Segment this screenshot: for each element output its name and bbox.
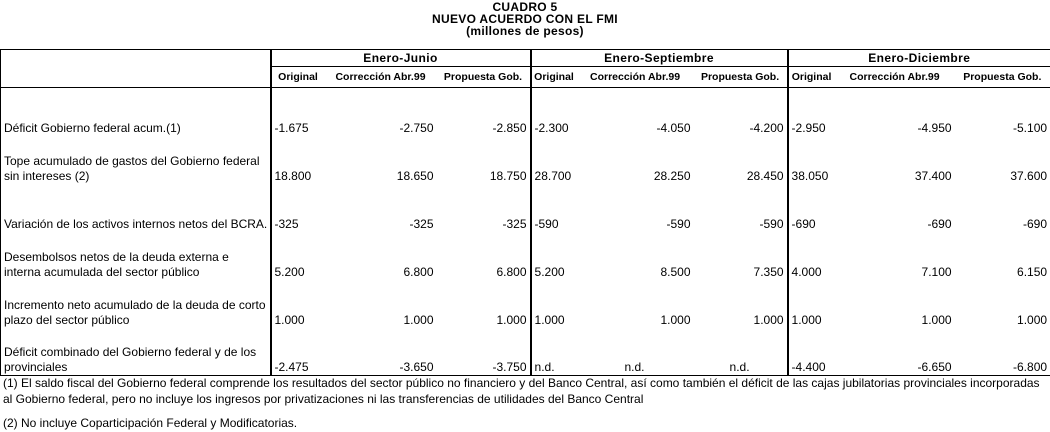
row-label: Incremento neto acumulado de la deuda de corto plazo del sector público	[4, 297, 266, 327]
value-cell: 1.000	[753, 312, 784, 327]
group-header-enero-junio: Enero-Junio	[271, 50, 531, 67]
value-cell: -1.675	[271, 88, 325, 136]
subheader-propuesta: Propuesta Gob.	[700, 71, 780, 83]
subheader-correccion: Corrección Abr.99	[589, 71, 681, 83]
value-cell: n.d.	[577, 328, 694, 376]
value-cell: -2.950	[788, 88, 835, 136]
subheader-propuesta: Propuesta Gob.	[443, 71, 523, 83]
value-cell: -590	[666, 216, 691, 231]
table-row	[1, 280, 1050, 328]
value-cell: 28.450	[746, 168, 784, 183]
footnotes	[3, 375, 1048, 431]
table-row	[1, 232, 1050, 280]
value-cell: 38.050	[788, 136, 835, 184]
value-cell: -4.950	[917, 120, 952, 135]
value-cell: -2.750	[399, 120, 434, 135]
value-cell: 28.250	[653, 168, 691, 183]
value-cell: 1.000	[271, 280, 325, 328]
row-label: Déficit Gobierno federal acum.(1)	[4, 120, 181, 135]
value-cell: -690	[927, 216, 952, 231]
value-cell: n.d.	[531, 328, 577, 376]
row-label: Déficit combinado del Gobierno federal y de los provinciales	[1, 328, 271, 376]
table-units: (millones de pesos)	[466, 24, 584, 38]
value-cell: 5.200	[531, 232, 577, 280]
value-cell: 37.400	[914, 168, 952, 183]
value-cell: -4.400	[788, 328, 835, 376]
table-row	[1, 184, 1050, 232]
fmi-agreement-table	[0, 49, 1050, 376]
value-cell: 4.000	[788, 232, 835, 280]
value-cell: 1.000	[531, 280, 577, 328]
value-cell: -2.475	[271, 328, 325, 376]
value-cell: -325	[409, 216, 434, 231]
value-cell: 18.650	[396, 168, 434, 183]
value-cell: -2.300	[531, 88, 577, 136]
value-cell: 8.500	[660, 264, 691, 279]
value-cell: 1.000	[1017, 312, 1048, 327]
table-title: NUEVO ACUERDO CON EL FMI	[432, 12, 618, 26]
value-cell: -5.100	[1013, 120, 1048, 135]
subheader-propuesta: Propuesta Gob.	[963, 71, 1042, 83]
subheader-original: Original	[531, 67, 577, 88]
value-cell: 18.750	[489, 168, 527, 183]
value-cell: 6.800	[496, 264, 527, 279]
value-cell: 5.200	[271, 232, 325, 280]
value-cell: -3.750	[437, 328, 531, 376]
value-cell: 6.800	[403, 264, 434, 279]
value-cell: 18.800	[271, 136, 325, 184]
value-cell: 6.150	[1017, 264, 1048, 279]
value-cell: -2.850	[492, 120, 527, 135]
value-cell: 1.000	[788, 280, 835, 328]
row-label: Tope acumulado de gastos del Gobierno federal sin intereses (2)	[4, 153, 260, 183]
value-cell: -690	[1023, 216, 1048, 231]
group-header-enero-septiembre: Enero-Septiembre	[531, 50, 788, 67]
value-cell: -6.800	[955, 328, 1050, 376]
subheader-correccion: Corrección Abr.99	[849, 71, 940, 83]
footnote-2: (2) No incluye Coparticipación Federal y Modificatorias.	[3, 416, 298, 430]
subheader-original: Original	[271, 67, 325, 88]
value-cell: 7.100	[921, 264, 952, 279]
value-cell: -590	[531, 184, 577, 232]
value-cell: -325	[502, 216, 527, 231]
label-header-cell	[1, 50, 271, 88]
value-cell: 1.000	[660, 312, 691, 327]
row-label: Desembolsos netos de la deuda externa e interna acumulada del sector público	[4, 249, 229, 279]
value-cell: -6.650	[835, 328, 955, 376]
table-row	[1, 328, 1050, 376]
table-title-block	[0, 1, 1050, 37]
value-cell: 37.600	[1010, 168, 1048, 183]
table-row	[1, 136, 1050, 184]
value-cell: -590	[759, 216, 784, 231]
table-body	[1, 88, 1050, 376]
value-cell: 7.350	[753, 264, 784, 279]
table-row	[1, 88, 1050, 136]
value-cell: -325	[271, 184, 325, 232]
group-header-enero-diciembre: Enero-Diciembre	[788, 50, 1050, 67]
value-cell: -4.050	[656, 120, 691, 135]
footnote-1: (1) El saldo fiscal del Gobierno federal comprende los resultados del sector público no financiero y del Banco Central, así como también el déficit de las cajas jubilatorias provinciales incorporadas al Gobierno federal, pero no incluye los ingresos por privatizaciones ni las transferencias de utilidades del Banco Central	[3, 376, 1040, 406]
value-cell: -4.200	[749, 120, 784, 135]
subheader-correccion: Corrección Abr.99	[335, 71, 426, 83]
value-cell: n.d.	[694, 328, 788, 376]
table-number: CUADRO 5	[492, 0, 558, 14]
value-cell: 1.000	[496, 312, 527, 327]
subheader-original: Original	[788, 67, 835, 88]
value-cell: -690	[788, 184, 835, 232]
row-label: Variación de los activos internos netos del BCRA.	[4, 216, 268, 231]
value-cell: -3.650	[325, 328, 437, 376]
value-cell: 1.000	[921, 312, 952, 327]
value-cell: 28.700	[531, 136, 577, 184]
value-cell: 1.000	[403, 312, 434, 327]
